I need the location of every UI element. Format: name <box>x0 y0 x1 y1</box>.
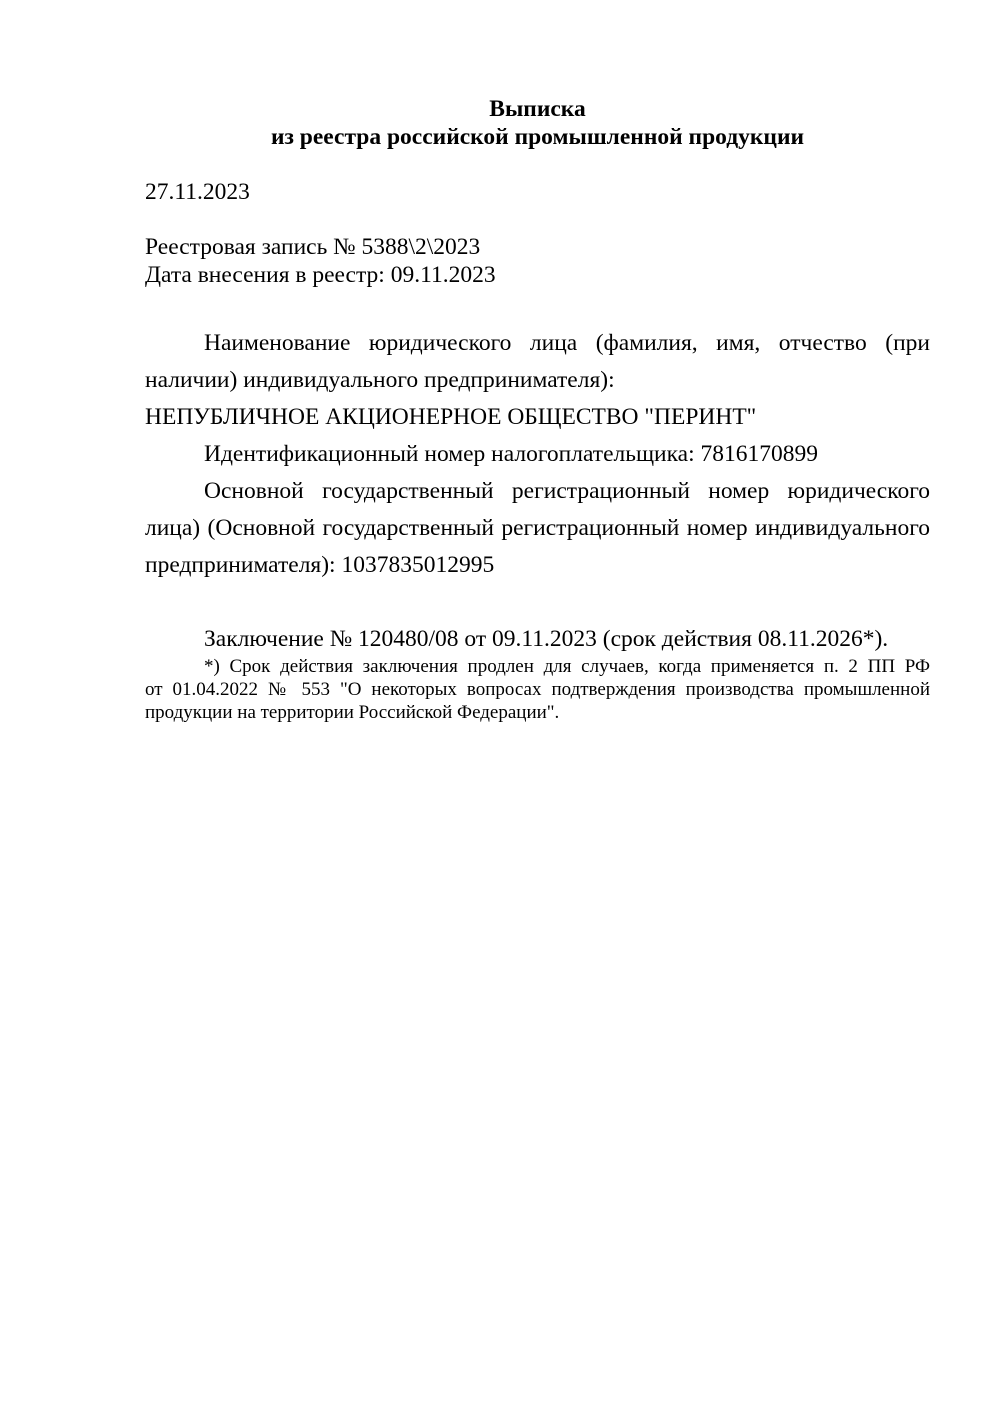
entity-name-value: НЕПУБЛИЧНОЕ АКЦИОНЕРНОЕ ОБЩЕСТВО "ПЕРИНТ" <box>145 404 757 430</box>
footnote-line-3: продукции на территории Российской Федерации". <box>145 702 560 723</box>
registry-record-number: Реестровая запись № 5388\2\2023 <box>145 234 481 260</box>
registry-entry-date: Дата внесения в реестр: 09.11.2023 <box>145 262 496 288</box>
conclusion-line: Заключение № 120480/08 от 09.11.2023 (срок действия 08.11.2026*). <box>204 626 889 652</box>
entity-inn-line: Идентификационный номер налогоплательщика: 7816170899 <box>204 441 819 467</box>
footnote-line-2: от 01.04.2022 № 553 "О некоторых вопросах подтверждения производства промышленной <box>145 679 930 700</box>
doc-title-line-1: Выписка <box>489 96 586 122</box>
document-content <box>145 0 930 724</box>
entity-ogrn-line-1: Основной государственный регистрационный номер юридического <box>204 478 930 504</box>
footnote-block <box>145 655 930 724</box>
entity-name-label-line-1: Наименование юридического лица (фамилия, имя, отчество (при <box>204 330 930 356</box>
doc-title-line-2: из реестра российской промышленной продукции <box>270 124 805 150</box>
document-date: 27.11.2023 <box>145 179 250 205</box>
entity-ogrn-line-3: предпринимателя): 1037835012995 <box>145 552 495 578</box>
entity-name-label-line-2: наличии) индивидуального предпринимателя): <box>145 367 615 393</box>
footnote-line-1: *) Срок действия заключения продлен для случаев, когда применяется п. 2 ПП РФ <box>204 656 930 677</box>
entity-ogrn-line-2: лица) (Основной государственный регистрационный номер индивидуального <box>145 515 930 541</box>
entity-block <box>145 325 930 584</box>
registry-block <box>145 233 930 289</box>
